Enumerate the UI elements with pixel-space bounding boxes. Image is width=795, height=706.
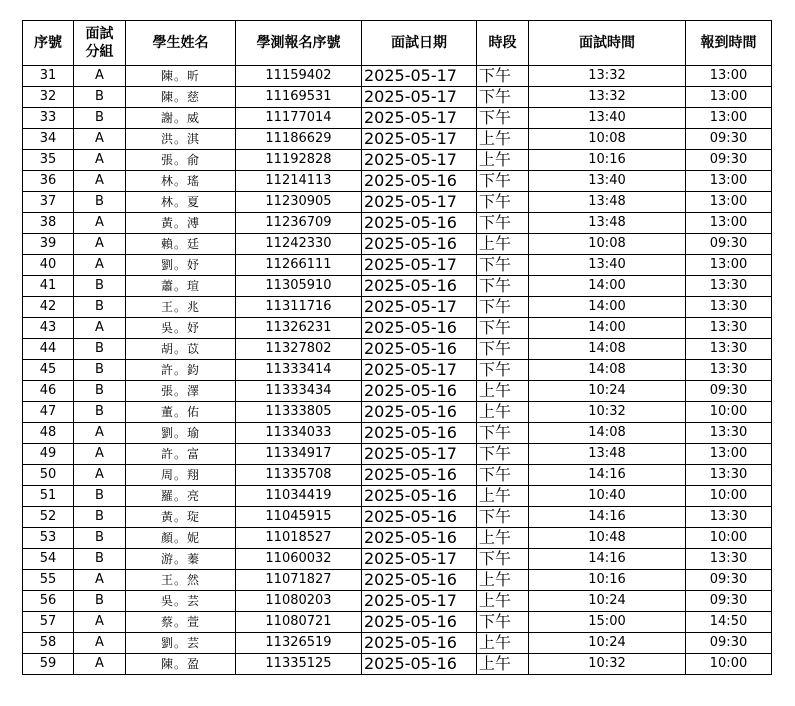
cell-interview-date: 2025-05-16	[362, 234, 477, 255]
cell-interview-date: 2025-05-16	[362, 507, 477, 528]
cell-student-name: 陳。昕	[126, 66, 236, 87]
table-row	[23, 129, 772, 150]
cell-interview-date: 2025-05-17	[362, 444, 477, 465]
cell-period: 上午	[477, 591, 529, 612]
cell-student-name: 陳。盈	[126, 654, 236, 675]
cell-interview-date: 2025-05-16	[362, 654, 477, 675]
cell-report-time: 13:00	[686, 171, 772, 192]
cell-exam-number: 11192828	[236, 150, 362, 171]
cell-period: 下午	[477, 507, 529, 528]
cell-student-name: 洪。淇	[126, 129, 236, 150]
cell-student-name: 劉。瑜	[126, 423, 236, 444]
cell-report-time: 13:30	[686, 507, 772, 528]
cell-exam-number: 11311716	[236, 297, 362, 318]
cell-seq: 58	[23, 633, 74, 654]
cell-seq: 36	[23, 171, 74, 192]
cell-group: A	[74, 654, 126, 675]
cell-interview-date: 2025-05-16	[362, 486, 477, 507]
cell-student-name: 許。鈞	[126, 360, 236, 381]
cell-group: A	[74, 633, 126, 654]
cell-interview-date: 2025-05-17	[362, 255, 477, 276]
cell-group: B	[74, 297, 126, 318]
cell-report-time: 09:30	[686, 234, 772, 255]
cell-interview-time: 10:32	[529, 654, 686, 675]
cell-exam-number: 11335708	[236, 465, 362, 486]
cell-interview-date: 2025-05-17	[362, 87, 477, 108]
cell-group: A	[74, 234, 126, 255]
cell-interview-date: 2025-05-17	[362, 129, 477, 150]
cell-seq: 54	[23, 549, 74, 570]
cell-interview-date: 2025-05-17	[362, 66, 477, 87]
cell-student-name: 張。澤	[126, 381, 236, 402]
cell-interview-time: 14:16	[529, 549, 686, 570]
cell-period: 上午	[477, 402, 529, 423]
cell-interview-time: 13:48	[529, 192, 686, 213]
cell-report-time: 13:30	[686, 276, 772, 297]
cell-period: 下午	[477, 276, 529, 297]
cell-exam-number: 11327802	[236, 339, 362, 360]
cell-period: 下午	[477, 255, 529, 276]
header-period: 時段	[477, 21, 529, 66]
table-row	[23, 402, 772, 423]
cell-seq: 38	[23, 213, 74, 234]
cell-interview-time: 14:00	[529, 318, 686, 339]
cell-interview-time: 10:08	[529, 234, 686, 255]
cell-student-name: 林。瑤	[126, 171, 236, 192]
cell-student-name: 黃。溥	[126, 213, 236, 234]
table-row	[23, 549, 772, 570]
cell-report-time: 09:30	[686, 150, 772, 171]
cell-exam-number: 11214113	[236, 171, 362, 192]
cell-period: 下午	[477, 213, 529, 234]
cell-interview-time: 15:00	[529, 612, 686, 633]
cell-interview-time: 10:24	[529, 591, 686, 612]
cell-student-name: 劉。芸	[126, 633, 236, 654]
table-row	[23, 633, 772, 654]
cell-interview-time: 13:40	[529, 108, 686, 129]
cell-period: 下午	[477, 66, 529, 87]
cell-group: B	[74, 402, 126, 423]
cell-exam-number: 11018527	[236, 528, 362, 549]
interview-schedule-table	[22, 20, 772, 675]
cell-interview-time: 13:32	[529, 87, 686, 108]
cell-interview-date: 2025-05-16	[362, 465, 477, 486]
cell-exam-number: 11034419	[236, 486, 362, 507]
cell-period: 下午	[477, 87, 529, 108]
table-row	[23, 171, 772, 192]
cell-period: 下午	[477, 423, 529, 444]
cell-period: 下午	[477, 171, 529, 192]
table-row	[23, 66, 772, 87]
cell-group: A	[74, 129, 126, 150]
cell-interview-date: 2025-05-17	[362, 591, 477, 612]
cell-interview-date: 2025-05-16	[362, 528, 477, 549]
cell-seq: 55	[23, 570, 74, 591]
cell-interview-date: 2025-05-17	[362, 297, 477, 318]
cell-exam-number: 11305910	[236, 276, 362, 297]
cell-exam-number: 11334033	[236, 423, 362, 444]
table-row	[23, 381, 772, 402]
cell-period: 上午	[477, 150, 529, 171]
cell-student-name: 林。夏	[126, 192, 236, 213]
table-row	[23, 423, 772, 444]
cell-seq: 57	[23, 612, 74, 633]
cell-seq: 39	[23, 234, 74, 255]
cell-seq: 48	[23, 423, 74, 444]
cell-exam-number: 11177014	[236, 108, 362, 129]
cell-interview-date: 2025-05-17	[362, 108, 477, 129]
cell-exam-number: 11242330	[236, 234, 362, 255]
table-row	[23, 255, 772, 276]
cell-interview-time: 13:48	[529, 444, 686, 465]
cell-group: A	[74, 66, 126, 87]
cell-report-time: 13:00	[686, 108, 772, 129]
cell-student-name: 游。蓁	[126, 549, 236, 570]
table-row	[23, 465, 772, 486]
cell-interview-time: 13:48	[529, 213, 686, 234]
cell-period: 下午	[477, 108, 529, 129]
cell-student-name: 蔡。萱	[126, 612, 236, 633]
cell-exam-number: 11333434	[236, 381, 362, 402]
cell-seq: 51	[23, 486, 74, 507]
table-body	[23, 66, 772, 675]
cell-group: B	[74, 360, 126, 381]
cell-interview-date: 2025-05-16	[362, 276, 477, 297]
cell-seq: 59	[23, 654, 74, 675]
cell-group: A	[74, 465, 126, 486]
cell-exam-number: 11045915	[236, 507, 362, 528]
cell-group: A	[74, 255, 126, 276]
table-row	[23, 213, 772, 234]
cell-period: 上午	[477, 570, 529, 591]
table-row	[23, 654, 772, 675]
cell-period: 上午	[477, 654, 529, 675]
cell-interview-time: 13:40	[529, 255, 686, 276]
cell-student-name: 吳。芸	[126, 591, 236, 612]
cell-student-name: 張。俞	[126, 150, 236, 171]
header-seq: 序號	[23, 21, 74, 66]
cell-exam-number: 11060032	[236, 549, 362, 570]
table-row	[23, 318, 772, 339]
cell-group: A	[74, 570, 126, 591]
header-group	[74, 21, 126, 66]
cell-period: 上午	[477, 129, 529, 150]
cell-exam-number: 11326231	[236, 318, 362, 339]
cell-student-name: 羅。亮	[126, 486, 236, 507]
table-row	[23, 444, 772, 465]
cell-student-name: 陳。慈	[126, 87, 236, 108]
cell-exam-number: 11186629	[236, 129, 362, 150]
cell-student-name: 王。兆	[126, 297, 236, 318]
cell-exam-number: 11335125	[236, 654, 362, 675]
cell-interview-time: 10:24	[529, 381, 686, 402]
cell-interview-date: 2025-05-16	[362, 213, 477, 234]
cell-interview-date: 2025-05-16	[362, 318, 477, 339]
cell-report-time: 09:30	[686, 633, 772, 654]
cell-report-time: 13:00	[686, 213, 772, 234]
cell-interview-date: 2025-05-16	[362, 423, 477, 444]
cell-interview-time: 14:16	[529, 465, 686, 486]
cell-student-name: 賴。廷	[126, 234, 236, 255]
cell-interview-date: 2025-05-16	[362, 339, 477, 360]
cell-interview-date: 2025-05-17	[362, 549, 477, 570]
cell-interview-date: 2025-05-17	[362, 360, 477, 381]
cell-interview-date: 2025-05-16	[362, 381, 477, 402]
cell-interview-time: 10:40	[529, 486, 686, 507]
cell-group: B	[74, 486, 126, 507]
cell-exam-number: 11230905	[236, 192, 362, 213]
cell-student-name: 王。然	[126, 570, 236, 591]
header-date: 面試日期	[362, 21, 477, 66]
cell-student-name: 謝。威	[126, 108, 236, 129]
cell-group: A	[74, 318, 126, 339]
cell-interview-time: 10:48	[529, 528, 686, 549]
cell-group: B	[74, 507, 126, 528]
cell-exam-number: 11333805	[236, 402, 362, 423]
cell-group: B	[74, 192, 126, 213]
cell-seq: 53	[23, 528, 74, 549]
table-row	[23, 339, 772, 360]
cell-period: 下午	[477, 192, 529, 213]
cell-interview-time: 14:00	[529, 276, 686, 297]
cell-seq: 35	[23, 150, 74, 171]
cell-seq: 40	[23, 255, 74, 276]
cell-report-time: 13:30	[686, 297, 772, 318]
cell-student-name: 蕭。瑄	[126, 276, 236, 297]
cell-exam-number: 11080203	[236, 591, 362, 612]
cell-report-time: 10:00	[686, 528, 772, 549]
cell-exam-number: 11333414	[236, 360, 362, 381]
cell-seq: 56	[23, 591, 74, 612]
cell-interview-time: 14:00	[529, 297, 686, 318]
cell-student-name: 顏。妮	[126, 528, 236, 549]
cell-seq: 37	[23, 192, 74, 213]
cell-seq: 45	[23, 360, 74, 381]
cell-report-time: 10:00	[686, 654, 772, 675]
table-row	[23, 297, 772, 318]
cell-interview-time: 10:16	[529, 150, 686, 171]
cell-interview-time: 10:32	[529, 402, 686, 423]
cell-report-time: 13:00	[686, 66, 772, 87]
cell-report-time: 13:30	[686, 549, 772, 570]
cell-period: 下午	[477, 444, 529, 465]
cell-group: A	[74, 612, 126, 633]
cell-group: B	[74, 339, 126, 360]
cell-exam-number: 11169531	[236, 87, 362, 108]
cell-period: 下午	[477, 465, 529, 486]
cell-group: A	[74, 150, 126, 171]
cell-interview-date: 2025-05-17	[362, 192, 477, 213]
cell-report-time: 10:00	[686, 486, 772, 507]
table-row	[23, 108, 772, 129]
header-name: 學生姓名	[126, 21, 236, 66]
cell-student-name: 胡。苡	[126, 339, 236, 360]
cell-exam-number: 11071827	[236, 570, 362, 591]
cell-group: B	[74, 549, 126, 570]
cell-interview-date: 2025-05-16	[362, 612, 477, 633]
cell-report-time: 09:30	[686, 591, 772, 612]
cell-student-name: 黃。琁	[126, 507, 236, 528]
cell-report-time: 13:00	[686, 255, 772, 276]
cell-interview-date: 2025-05-16	[362, 570, 477, 591]
cell-interview-time: 10:08	[529, 129, 686, 150]
table-row	[23, 591, 772, 612]
cell-report-time: 13:00	[686, 87, 772, 108]
cell-period: 上午	[477, 633, 529, 654]
cell-report-time: 13:30	[686, 360, 772, 381]
cell-seq: 50	[23, 465, 74, 486]
cell-group: A	[74, 213, 126, 234]
cell-interview-date: 2025-05-16	[362, 171, 477, 192]
cell-period: 下午	[477, 297, 529, 318]
table-row	[23, 486, 772, 507]
cell-group: B	[74, 276, 126, 297]
cell-report-time: 13:30	[686, 423, 772, 444]
cell-period: 下午	[477, 612, 529, 633]
cell-group: B	[74, 528, 126, 549]
cell-period: 上午	[477, 234, 529, 255]
cell-period: 上午	[477, 528, 529, 549]
cell-student-name: 董。佑	[126, 402, 236, 423]
cell-report-time: 13:30	[686, 465, 772, 486]
cell-group: B	[74, 108, 126, 129]
cell-period: 下午	[477, 339, 529, 360]
cell-group: B	[74, 591, 126, 612]
cell-seq: 32	[23, 87, 74, 108]
cell-report-time: 14:50	[686, 612, 772, 633]
table-row	[23, 192, 772, 213]
table-row	[23, 276, 772, 297]
cell-interview-time: 10:16	[529, 570, 686, 591]
cell-seq: 42	[23, 297, 74, 318]
cell-student-name: 許。富	[126, 444, 236, 465]
cell-exam-number: 11266111	[236, 255, 362, 276]
cell-seq: 31	[23, 66, 74, 87]
cell-interview-time: 13:40	[529, 171, 686, 192]
cell-seq: 34	[23, 129, 74, 150]
cell-seq: 33	[23, 108, 74, 129]
cell-interview-time: 14:16	[529, 507, 686, 528]
cell-report-time: 10:00	[686, 402, 772, 423]
cell-interview-time: 14:08	[529, 339, 686, 360]
cell-student-name: 劉。妤	[126, 255, 236, 276]
cell-seq: 46	[23, 381, 74, 402]
cell-student-name: 吳。妤	[126, 318, 236, 339]
table-row	[23, 87, 772, 108]
cell-interview-date: 2025-05-16	[362, 402, 477, 423]
cell-exam-number: 11236709	[236, 213, 362, 234]
cell-report-time: 13:00	[686, 444, 772, 465]
header-exam-no: 學測報名序號	[236, 21, 362, 66]
cell-exam-number: 11159402	[236, 66, 362, 87]
table-row	[23, 150, 772, 171]
cell-group: A	[74, 444, 126, 465]
cell-interview-date: 2025-05-17	[362, 150, 477, 171]
cell-seq: 44	[23, 339, 74, 360]
table-row	[23, 612, 772, 633]
cell-interview-time: 13:32	[529, 66, 686, 87]
cell-seq: 43	[23, 318, 74, 339]
table-row	[23, 360, 772, 381]
cell-interview-time: 14:08	[529, 360, 686, 381]
cell-report-time: 09:30	[686, 570, 772, 591]
cell-exam-number: 11334917	[236, 444, 362, 465]
header-report: 報到時間	[686, 21, 772, 66]
cell-seq: 52	[23, 507, 74, 528]
cell-report-time: 13:00	[686, 192, 772, 213]
cell-student-name: 周。翔	[126, 465, 236, 486]
cell-period: 下午	[477, 360, 529, 381]
cell-group: A	[74, 171, 126, 192]
table-row	[23, 570, 772, 591]
cell-group: B	[74, 381, 126, 402]
header-time: 面試時間	[529, 21, 686, 66]
table-row	[23, 528, 772, 549]
cell-seq: 49	[23, 444, 74, 465]
cell-group: A	[74, 423, 126, 444]
cell-interview-time: 10:24	[529, 633, 686, 654]
cell-seq: 47	[23, 402, 74, 423]
cell-exam-number: 11080721	[236, 612, 362, 633]
table-row	[23, 234, 772, 255]
cell-report-time: 09:30	[686, 129, 772, 150]
cell-period: 下午	[477, 318, 529, 339]
cell-report-time: 13:30	[686, 339, 772, 360]
header-row	[23, 21, 772, 66]
cell-period: 上午	[477, 486, 529, 507]
cell-exam-number: 11326519	[236, 633, 362, 654]
table-row	[23, 507, 772, 528]
header-group-text: 面試 分組	[85, 26, 114, 60]
cell-report-time: 13:30	[686, 318, 772, 339]
cell-group: B	[74, 87, 126, 108]
cell-report-time: 09:30	[686, 381, 772, 402]
cell-interview-time: 14:08	[529, 423, 686, 444]
cell-seq: 41	[23, 276, 74, 297]
cell-period: 上午	[477, 381, 529, 402]
cell-period: 下午	[477, 549, 529, 570]
cell-interview-date: 2025-05-16	[362, 633, 477, 654]
